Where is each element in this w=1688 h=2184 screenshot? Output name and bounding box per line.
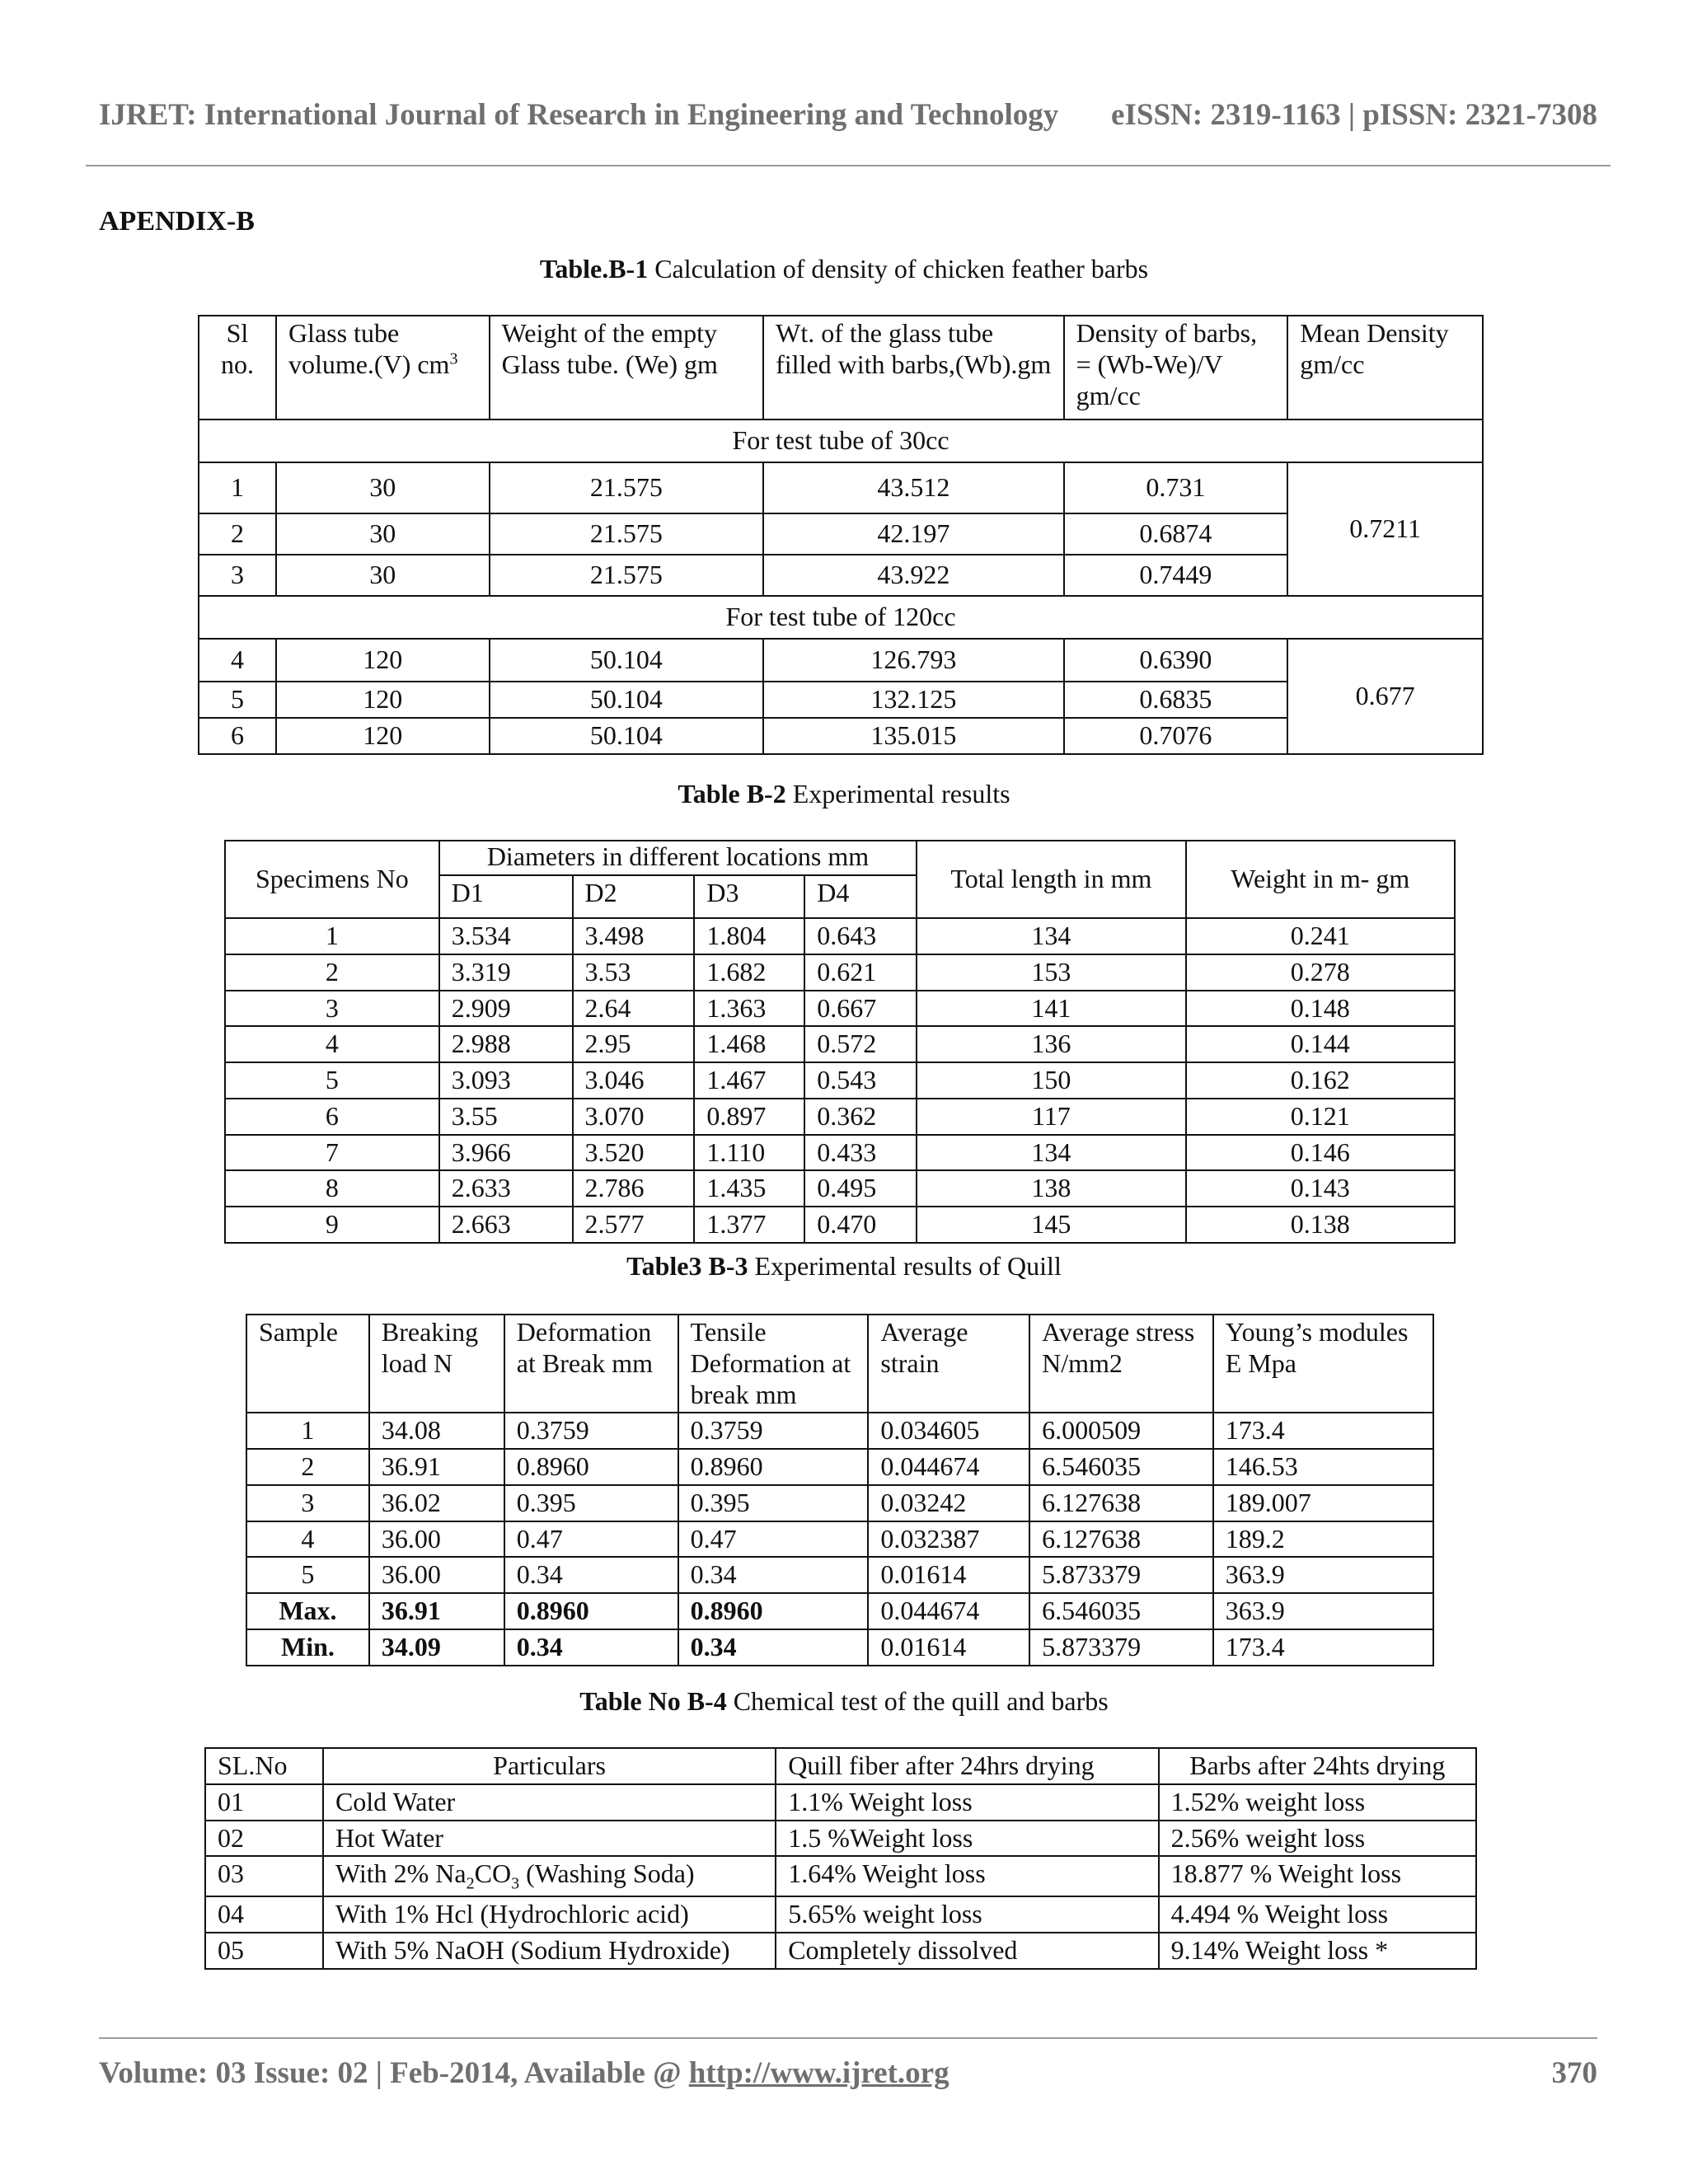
table-cell: 3.534 [439, 918, 573, 954]
table-cell: 5 [225, 1062, 439, 1099]
table-cell: 2.633 [439, 1170, 573, 1207]
table-b1-group-row [199, 419, 1483, 462]
table-cell: 2 [199, 513, 276, 555]
table-cell: 135.015 [763, 718, 1063, 754]
table-cell: 0.8960 [504, 1449, 678, 1485]
table-cell: 9.14% Weight loss * [1159, 1933, 1476, 1969]
table-cell: 0.495 [804, 1170, 917, 1207]
table-cell: 0.162 [1186, 1062, 1455, 1099]
table-cell: 5.873379 [1029, 1557, 1213, 1593]
issn-text: eISSN: 2319-1163 | pISSN: 2321-7308 [1111, 98, 1597, 132]
table-b2-caption [0, 779, 1688, 809]
table-row [246, 1521, 1433, 1558]
table-cell: 5 [199, 682, 276, 718]
table-cell: 189.2 [1213, 1521, 1433, 1558]
table-row [205, 1856, 1476, 1896]
header-cell: Barbs after 24hts drying [1159, 1748, 1476, 1784]
table-cell: 1.363 [694, 991, 804, 1027]
table-cell: 1 [199, 462, 276, 513]
table-cell: 2.909 [439, 991, 573, 1027]
table-cell: 5.65% weight loss [776, 1896, 1158, 1933]
table-row [199, 462, 1483, 513]
table-cell: Completely dissolved [776, 1933, 1158, 1969]
table-cell [323, 1856, 776, 1896]
table-cell: 1 [246, 1413, 369, 1449]
appendix-title: APENDIX-B [99, 206, 255, 237]
table-cell: With 5% NaOH (Sodium Hydroxide) [323, 1933, 776, 1969]
table-cell: 2.988 [439, 1026, 573, 1062]
table-cell: 5.873379 [1029, 1629, 1213, 1666]
table-cell: 0.044674 [868, 1593, 1029, 1629]
table-cell: 8 [225, 1170, 439, 1207]
table-cell: 0.34 [504, 1557, 678, 1593]
table-cell: 0.433 [804, 1135, 917, 1171]
table-cell: With 1% Hcl (Hydrochloric acid) [323, 1896, 776, 1933]
table-cell: 363.9 [1213, 1593, 1433, 1629]
table-cell: Min. [246, 1629, 369, 1666]
table-cell: 6.000509 [1029, 1413, 1213, 1449]
table-cell: 7 [225, 1135, 439, 1171]
table-b2-caption-text: Experimental results [785, 779, 1010, 808]
table-cell: 36.91 [369, 1449, 504, 1485]
table-cell: 134 [917, 1135, 1185, 1171]
table-cell: 5 [246, 1557, 369, 1593]
table-cell: 6.127638 [1029, 1485, 1213, 1521]
table-cell: 2.64 [573, 991, 695, 1027]
table-row [225, 991, 1455, 1027]
table-row [199, 639, 1483, 682]
table-b4-header-row [205, 1748, 1476, 1784]
formula-sub1: 2 [466, 1874, 475, 1893]
table-cell: 0.47 [678, 1521, 869, 1558]
table-cell: 0.34 [678, 1557, 869, 1593]
table-cell: 3 [246, 1485, 369, 1521]
page-number: 370 [1551, 2056, 1597, 2090]
table-cell: 21.575 [490, 462, 763, 513]
table-cell: 34.09 [369, 1629, 504, 1666]
table-cell: 0.034605 [868, 1413, 1029, 1449]
group-label: For test tube of 120cc [199, 596, 1483, 639]
table-cell: 0.470 [804, 1207, 917, 1243]
table-row [205, 1933, 1476, 1969]
table-cell: 36.91 [369, 1593, 504, 1629]
table-cell: 0.241 [1186, 918, 1455, 954]
table-b2-header-row [225, 841, 1455, 875]
mean-density-cell: 0.677 [1287, 639, 1483, 754]
table-cell: 36.02 [369, 1485, 504, 1521]
table-cell: 05 [205, 1933, 323, 1969]
header-cell: Sl no. [199, 316, 276, 419]
table-row [225, 1170, 1455, 1207]
header-cell: Breaking load N [369, 1315, 504, 1413]
table-cell: 120 [276, 639, 490, 682]
table-cell: 04 [205, 1896, 323, 1933]
table-cell: 0.8960 [678, 1449, 869, 1485]
header-cell: Particulars [323, 1748, 776, 1784]
table-row [225, 954, 1455, 991]
header-cell: D4 [804, 875, 917, 918]
table-cell: 21.575 [490, 513, 763, 555]
table-cell: 18.877 % Weight loss [1159, 1856, 1476, 1896]
table-cell: 0.643 [804, 918, 917, 954]
table-cell: 0.572 [804, 1026, 917, 1062]
table-cell: 03 [205, 1856, 323, 1896]
table-cell: 2 [246, 1449, 369, 1485]
table-cell: 1.5 %Weight loss [776, 1821, 1158, 1857]
table-cell: 30 [276, 513, 490, 555]
header-volume-sup: 3 [449, 349, 458, 368]
page-footer [99, 2055, 1597, 2091]
table-cell: 0.01614 [868, 1629, 1029, 1666]
table-cell: 0.897 [694, 1099, 804, 1135]
table-row [205, 1821, 1476, 1857]
table-cell: 0.143 [1186, 1170, 1455, 1207]
table-b2-caption-label: Table B-2 [678, 779, 786, 808]
table-b1-header-row [199, 316, 1483, 419]
table-cell: 0.8960 [504, 1593, 678, 1629]
header-cell: Average stress N/mm2 [1029, 1315, 1213, 1413]
table-cell: 50.104 [490, 682, 763, 718]
table-cell: 4 [225, 1026, 439, 1062]
table-cell: 0.121 [1186, 1099, 1455, 1135]
table-cell: 1.467 [694, 1062, 804, 1099]
table-min-row [246, 1629, 1433, 1666]
table-cell: 1.110 [694, 1135, 804, 1171]
table-cell: 0.3759 [504, 1413, 678, 1449]
header-rule [86, 165, 1611, 166]
header-cell: Density of barbs, = (Wb-We)/V gm/cc [1064, 316, 1288, 419]
table-b3-caption-text: Experimental results of Quill [748, 1251, 1062, 1281]
table-cell: 0.6390 [1064, 639, 1288, 682]
header-cell: Quill fiber after 24hrs drying [776, 1748, 1158, 1784]
table-cell: 1.804 [694, 918, 804, 954]
table-b4-caption-label: Table No B-4 [579, 1686, 727, 1716]
table-cell: 145 [917, 1207, 1185, 1243]
table-cell: 0.6835 [1064, 682, 1288, 718]
table-cell: 43.512 [763, 462, 1063, 513]
table-cell: 0.34 [504, 1629, 678, 1666]
table-row [205, 1784, 1476, 1821]
table-cell: Hot Water [323, 1821, 776, 1857]
table-cell: 2.786 [573, 1170, 695, 1207]
table-max-row [246, 1593, 1433, 1629]
header-cell: D3 [694, 875, 804, 918]
table-cell: 2 [225, 954, 439, 991]
table-cell: 173.4 [1213, 1413, 1433, 1449]
table-cell: 1.468 [694, 1026, 804, 1062]
table-cell: 146.53 [1213, 1449, 1433, 1485]
table-cell: 42.197 [763, 513, 1063, 555]
table-cell: 138 [917, 1170, 1185, 1207]
header-cell: Weight of the empty Glass tube. (We) gm [490, 316, 763, 419]
header-cell: Diameters in different locations mm [439, 841, 917, 875]
table-cell: 132.125 [763, 682, 1063, 718]
table-cell: 0.146 [1186, 1135, 1455, 1171]
table-cell: 1.435 [694, 1170, 804, 1207]
table-cell: 3.498 [573, 918, 695, 954]
table-row [246, 1449, 1433, 1485]
header-cell: Specimens No [225, 841, 439, 918]
table-cell: 6.546035 [1029, 1449, 1213, 1485]
table-cell: 3.093 [439, 1062, 573, 1099]
table-cell: 36.00 [369, 1557, 504, 1593]
table-cell: 9 [225, 1207, 439, 1243]
header-cell: Weight in m- gm [1186, 841, 1455, 918]
header-cell: Deformation at Break mm [504, 1315, 678, 1413]
table-cell: 363.9 [1213, 1557, 1433, 1593]
table-b3 [246, 1314, 1434, 1666]
table-b1-group-row [199, 596, 1483, 639]
table-cell: 3.520 [573, 1135, 695, 1171]
table-cell: 43.922 [763, 555, 1063, 596]
table-b4-caption [0, 1686, 1688, 1717]
table-cell: 2.663 [439, 1207, 573, 1243]
table-cell: 34.08 [369, 1413, 504, 1449]
table-cell: 3.53 [573, 954, 695, 991]
table-row [246, 1557, 1433, 1593]
table-cell: 120 [276, 682, 490, 718]
group-label: For test tube of 30cc [199, 419, 1483, 462]
formula-suffix: (Washing Soda) [519, 1858, 695, 1889]
table-cell: 6.127638 [1029, 1521, 1213, 1558]
table-cell: 2.95 [573, 1026, 695, 1062]
table-row [205, 1896, 1476, 1933]
table-cell: 0.138 [1186, 1207, 1455, 1243]
table-row [225, 1207, 1455, 1243]
table-cell: 0.278 [1186, 954, 1455, 991]
table-cell: 141 [917, 991, 1185, 1027]
header-cell: Wt. of the glass tube filled with barbs,(Wb).gm [763, 316, 1063, 419]
table-b1-caption [0, 254, 1688, 284]
table-cell: 0.01614 [868, 1557, 1029, 1593]
footer-link[interactable]: http://www.ijret.org [688, 2056, 950, 2090]
table-cell: 0.395 [678, 1485, 869, 1521]
table-b3-header-row [246, 1315, 1433, 1413]
table-cell: 1.377 [694, 1207, 804, 1243]
table-b3-caption-label: Table3 B-3 [626, 1251, 748, 1281]
table-cell: 1.52% weight loss [1159, 1784, 1476, 1821]
table-cell: 0.7449 [1064, 555, 1288, 596]
table-cell: 1.1% Weight loss [776, 1784, 1158, 1821]
table-cell: 3.046 [573, 1062, 695, 1099]
header-cell: Mean Density gm/cc [1287, 316, 1483, 419]
table-cell: 0.731 [1064, 462, 1288, 513]
table-cell: 0.8960 [678, 1593, 869, 1629]
table-cell: 36.00 [369, 1521, 504, 1558]
table-cell: 3.070 [573, 1099, 695, 1135]
table-row [225, 1026, 1455, 1062]
table-cell: 1.682 [694, 954, 804, 991]
table-cell: 4.494 % Weight loss [1159, 1896, 1476, 1933]
table-cell: 189.007 [1213, 1485, 1433, 1521]
table-cell: 02 [205, 1821, 323, 1857]
table-cell: 0.395 [504, 1485, 678, 1521]
table-cell: 0.144 [1186, 1026, 1455, 1062]
header-cell: D1 [439, 875, 573, 918]
header-cell: D2 [573, 875, 695, 918]
table-b1-caption-label: Table.B-1 [539, 254, 649, 284]
header-cell: Tensile Deformation at break mm [678, 1315, 869, 1413]
table-cell: 2.577 [573, 1207, 695, 1243]
table-row [246, 1413, 1433, 1449]
formula-prefix: With 2% Na [335, 1858, 467, 1889]
table-cell: 6 [199, 718, 276, 754]
table-cell: 0.543 [804, 1062, 917, 1099]
table-cell: 0.47 [504, 1521, 678, 1558]
table-cell: 50.104 [490, 639, 763, 682]
table-cell: 0.032387 [868, 1521, 1029, 1558]
table-b3-caption [0, 1251, 1688, 1282]
table-row [246, 1485, 1433, 1521]
table-cell: 6.546035 [1029, 1593, 1213, 1629]
header-cell: SL.No [205, 1748, 323, 1784]
footer-volume [99, 2055, 950, 2091]
page-header [99, 97, 1597, 133]
header-cell: Total length in mm [917, 841, 1185, 918]
table-cell: 3.55 [439, 1099, 573, 1135]
formula-sub2: 3 [511, 1874, 520, 1893]
table-b4 [204, 1747, 1477, 1970]
header-cell [276, 316, 490, 419]
table-cell: 3.319 [439, 954, 573, 991]
table-cell: 4 [199, 639, 276, 682]
table-cell: 0.044674 [868, 1449, 1029, 1485]
table-cell: 30 [276, 462, 490, 513]
footer-rule [99, 2037, 1597, 2039]
table-b4-caption-text: Chemical test of the quill and barbs [726, 1686, 1109, 1716]
table-cell: 136 [917, 1026, 1185, 1062]
table-cell: Cold Water [323, 1784, 776, 1821]
table-cell: 0.362 [804, 1099, 917, 1135]
table-cell: 30 [276, 555, 490, 596]
table-cell: 0.667 [804, 991, 917, 1027]
table-cell: 117 [917, 1099, 1185, 1135]
table-cell: 3 [225, 991, 439, 1027]
table-cell: 6 [225, 1099, 439, 1135]
table-cell: Max. [246, 1593, 369, 1629]
table-cell: 1.64% Weight loss [776, 1856, 1158, 1896]
header-volume-text: Glass tube volume.(V) cm [288, 318, 450, 379]
footer-volume-text: Volume: 03 Issue: 02 | Feb-2014, Available @ [99, 2056, 689, 2090]
table-cell: 150 [917, 1062, 1185, 1099]
table-cell: 0.3759 [678, 1413, 869, 1449]
table-cell: 173.4 [1213, 1629, 1433, 1666]
table-cell: 0.34 [678, 1629, 869, 1666]
table-cell: 126.793 [763, 639, 1063, 682]
table-cell: 1 [225, 918, 439, 954]
table-cell: 01 [205, 1784, 323, 1821]
table-row [225, 1135, 1455, 1171]
table-row [225, 918, 1455, 954]
mean-density-cell: 0.7211 [1287, 462, 1483, 596]
table-cell: 3.966 [439, 1135, 573, 1171]
table-row [225, 1062, 1455, 1099]
table-cell: 3 [199, 555, 276, 596]
table-cell: 0.03242 [868, 1485, 1029, 1521]
journal-title: IJRET: International Journal of Research in Engineering and Technology [99, 98, 1059, 132]
table-cell: 50.104 [490, 718, 763, 754]
table-b1-caption-text: Calculation of density of chicken feather barbs [648, 254, 1149, 284]
table-cell: 0.621 [804, 954, 917, 991]
table-cell: 0.6874 [1064, 513, 1288, 555]
table-cell: 2.56% weight loss [1159, 1821, 1476, 1857]
table-b2 [224, 840, 1456, 1244]
table-cell: 120 [276, 718, 490, 754]
header-cell: Sample [246, 1315, 369, 1413]
table-cell: 0.148 [1186, 991, 1455, 1027]
header-cell: Young’s modules E Mpa [1213, 1315, 1433, 1413]
header-cell: Average strain [868, 1315, 1029, 1413]
table-cell: 21.575 [490, 555, 763, 596]
table-cell: 153 [917, 954, 1185, 991]
table-cell: 0.7076 [1064, 718, 1288, 754]
table-cell: 134 [917, 918, 1185, 954]
table-cell: 4 [246, 1521, 369, 1558]
table-row [225, 1099, 1455, 1135]
table-b1 [198, 315, 1484, 755]
formula-mid: CO [474, 1858, 512, 1889]
